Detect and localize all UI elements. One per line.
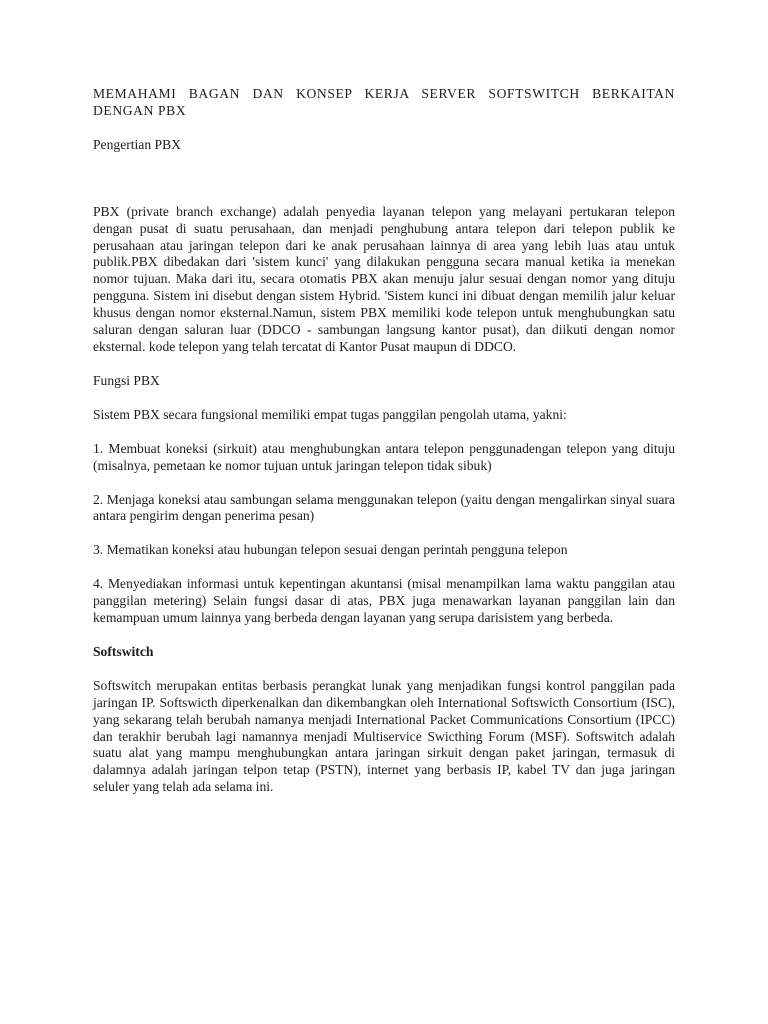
document-page xyxy=(93,86,675,796)
list-item-4: 4. Menyediakan informasi untuk kepentingan akuntansi (misal menampilkan lama waktu panggilan atau panggilan metering) Selain fungsi dasar di atas, PBX juga menawarkan layanan panggilan lain dan kemampuan umum lainnya yang berbeda dengan layanan yang serupa darisistem yang berbeda. xyxy=(93,576,675,626)
paragraph-fungsi-intro: Sistem PBX secara fungsional memiliki empat tugas panggilan pengolah utama, yakni: xyxy=(93,406,567,422)
section-heading-softswitch: Softswitch xyxy=(93,643,154,659)
list-item-2: 2. Menjaga koneksi atau sambungan selama menggunakan telepon (yaitu dengan mengalirkan sinyal suara antara pengirim dengan penerima pesan) xyxy=(93,491,675,524)
list-item-3: 3. Mematikan koneksi atau hubungan telepon sesuai dengan perintah pengguna telepon xyxy=(93,542,568,558)
paragraph-pengertian-pbx: PBX (private branch exchange) adalah penyedia layanan telepon yang melayani pertukaran telepon dengan pusat di suatu perusahaan, dan menjadi penghubung antara telepon dari telepon publik ke perusahaan atau jaringan telepon dari ke anak perusahaan lainnya di area yang lebih luas atau untuk publik.PBX dibedakan dari 'sistem kunci' yang dilakukan pengguna secara manual ketika ia menekan nomor tujuan. Maka dari itu, secara otomatis PBX akan menuju jalur sesuai dengan nomor yang dituju pengguna. Sistem ini disebut dengan sistem Hybrid. 'Sistem kunci ini dibuat dengan memilih jalur keluar khusus dengan nomor eksternal.Namun, sistem PBX memiliki kode telepon untuk menghubungkan satu saluran dengan saluran luar (DDCO - sambungan langsung kantor pusat), dan diikuti dengan nomor eksternal. kode telepon yang telah tercatat di Kantor Pusat maupun di DDCO. xyxy=(93,203,675,354)
document-title: MEMAHAMI BAGAN DAN KONSEP KERJA SERVER SOFTSWITCH BERKAITAN DENGAN PBX xyxy=(93,86,675,118)
section-heading-pengertian-pbx: Pengertian PBX xyxy=(93,136,181,152)
list-item-1: 1. Membuat koneksi (sirkuit) atau menghubungkan antara telepon penggunadengan telepon yang dituju (misalnya, pemetaan ke nomor tujuan untuk jaringan telepon tidak sibuk) xyxy=(93,440,675,473)
paragraph-softswitch: Softswitch merupakan entitas berbasis perangkat lunak yang menjadikan fungsi kontrol panggilan pada jaringan IP. Softswicth diperkenalkan dan dikembangkan oleh International Softswicth Consortium (ISC), yang sekarang telah berubah namanya menjadi International Packet Communications Consortium (IPCC) dan terakhir berubah lagi namannya menjadi Multiservice Swicthing Forum (MSF). Softswitch adalah suatu alat yang mampu menghubungkan antara jaringan sirkuit dengan paket jaringan, termasuk di dalamnya adalah jaringan telpon tetap (PSTN), internet yang berbasis IP, kabel TV dan juga jaringan seluler yang telah ada selama ini. xyxy=(93,677,675,795)
section-heading-fungsi-pbx: Fungsi PBX xyxy=(93,372,160,388)
